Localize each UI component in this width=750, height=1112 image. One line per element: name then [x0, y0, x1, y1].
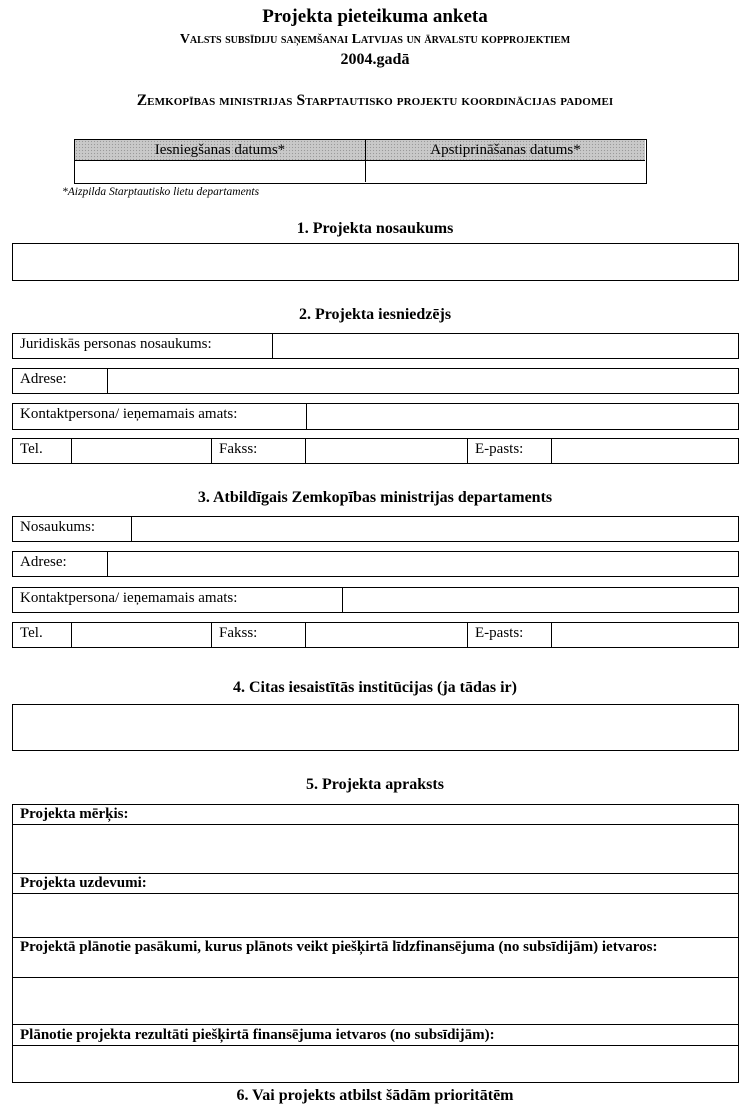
section1-title: 1. Projekta nosaukums [296, 220, 454, 237]
applicant-address-row [12, 368, 739, 394]
form-subtitle: Valsts subsīdiju saņemšanai Latvijas un ārvalstu kopprojektiem [179, 32, 571, 47]
project-tasks-label: Projekta uzdevumi: [13, 874, 738, 894]
department-fax-label: Fakss: [212, 623, 306, 647]
department-email-field[interactable] [552, 623, 738, 647]
department-contact-label: Kontaktpersona/ ieņemamais amats: [13, 588, 343, 612]
applicant-contact-field[interactable] [307, 404, 738, 429]
department-address-label: Adrese: [13, 552, 108, 576]
form-title: Projekta pieteikuma anketa [262, 6, 488, 27]
dates-table [74, 139, 647, 184]
dates-footnote: *Aizpilda Starptautisko lietu departaments [62, 186, 260, 198]
approval-date-field[interactable] [366, 161, 645, 182]
project-activities-label: Projektā plānotie pasākumi, kurus plānots veikt piešķirtā līdzfinansējuma (no subsīdijām) ietvaros: [13, 938, 738, 978]
department-name-label: Nosaukums: [13, 517, 132, 541]
project-name-field[interactable] [12, 243, 739, 281]
applicant-contact-row [12, 403, 739, 430]
section5-title: 5. Projekta apraksts [306, 776, 444, 793]
applicant-email-label: E-pasts: [468, 439, 552, 463]
applicant-phone-row [12, 438, 739, 464]
department-fax-field[interactable] [306, 623, 468, 647]
department-contact-field[interactable] [343, 588, 738, 612]
department-phone-row [12, 622, 739, 648]
legal-name-field[interactable] [273, 334, 738, 358]
department-address-row [12, 551, 739, 577]
approval-date-header: Apstiprināšanas datums* [366, 140, 645, 161]
department-email-label: E-pasts: [468, 623, 552, 647]
applicant-email-field[interactable] [552, 439, 738, 463]
applicant-fax-label: Fakss: [212, 439, 306, 463]
applicant-tel-field[interactable] [72, 439, 212, 463]
project-description-table [12, 804, 739, 1083]
submission-date-field[interactable] [75, 161, 366, 182]
submission-date-header: Iesniegšanas datums* [75, 140, 366, 161]
section3-title: 3. Atbildīgais Zemkopības ministrijas departaments [197, 489, 553, 506]
department-address-field[interactable] [108, 552, 738, 576]
legal-name-label: Juridiskās personas nosaukums: [13, 334, 273, 358]
applicant-fax-field[interactable] [306, 439, 468, 463]
applicant-address-field[interactable] [108, 369, 738, 393]
department-name-field[interactable] [132, 517, 738, 541]
project-activities-field[interactable] [13, 978, 738, 1025]
department-name-row [12, 516, 739, 542]
other-institutions-field[interactable] [12, 704, 739, 751]
project-results-field[interactable] [13, 1046, 738, 1081]
form-year: 2004.gadā [340, 51, 410, 68]
project-tasks-field[interactable] [13, 894, 738, 938]
applicant-tel-label: Tel. [13, 439, 72, 463]
department-tel-label: Tel. [13, 623, 72, 647]
applicant-address-label: Adrese: [13, 369, 108, 393]
project-goal-field[interactable] [13, 825, 738, 874]
section6-title: 6. Vai projekts atbilst šādām prioritātēm [236, 1087, 514, 1104]
project-goal-label: Projekta mērķis: [13, 805, 738, 825]
form-recipient: Zemkopības ministrijas Starptautisko projektu koordinācijas padomei [136, 92, 614, 109]
section2-title: 2. Projekta iesniedzējs [298, 306, 452, 323]
applicant-legal-name-row [12, 333, 739, 359]
section4-title: 4. Citas iesaistītās institūcijas (ja tādas ir) [233, 679, 517, 696]
department-tel-field[interactable] [72, 623, 212, 647]
applicant-contact-label: Kontaktpersona/ ieņemamais amats: [13, 404, 307, 429]
department-contact-row [12, 587, 739, 613]
project-results-label: Plānotie projekta rezultāti piešķirtā finansējuma ietvaros (no subsīdijām): [13, 1025, 738, 1046]
